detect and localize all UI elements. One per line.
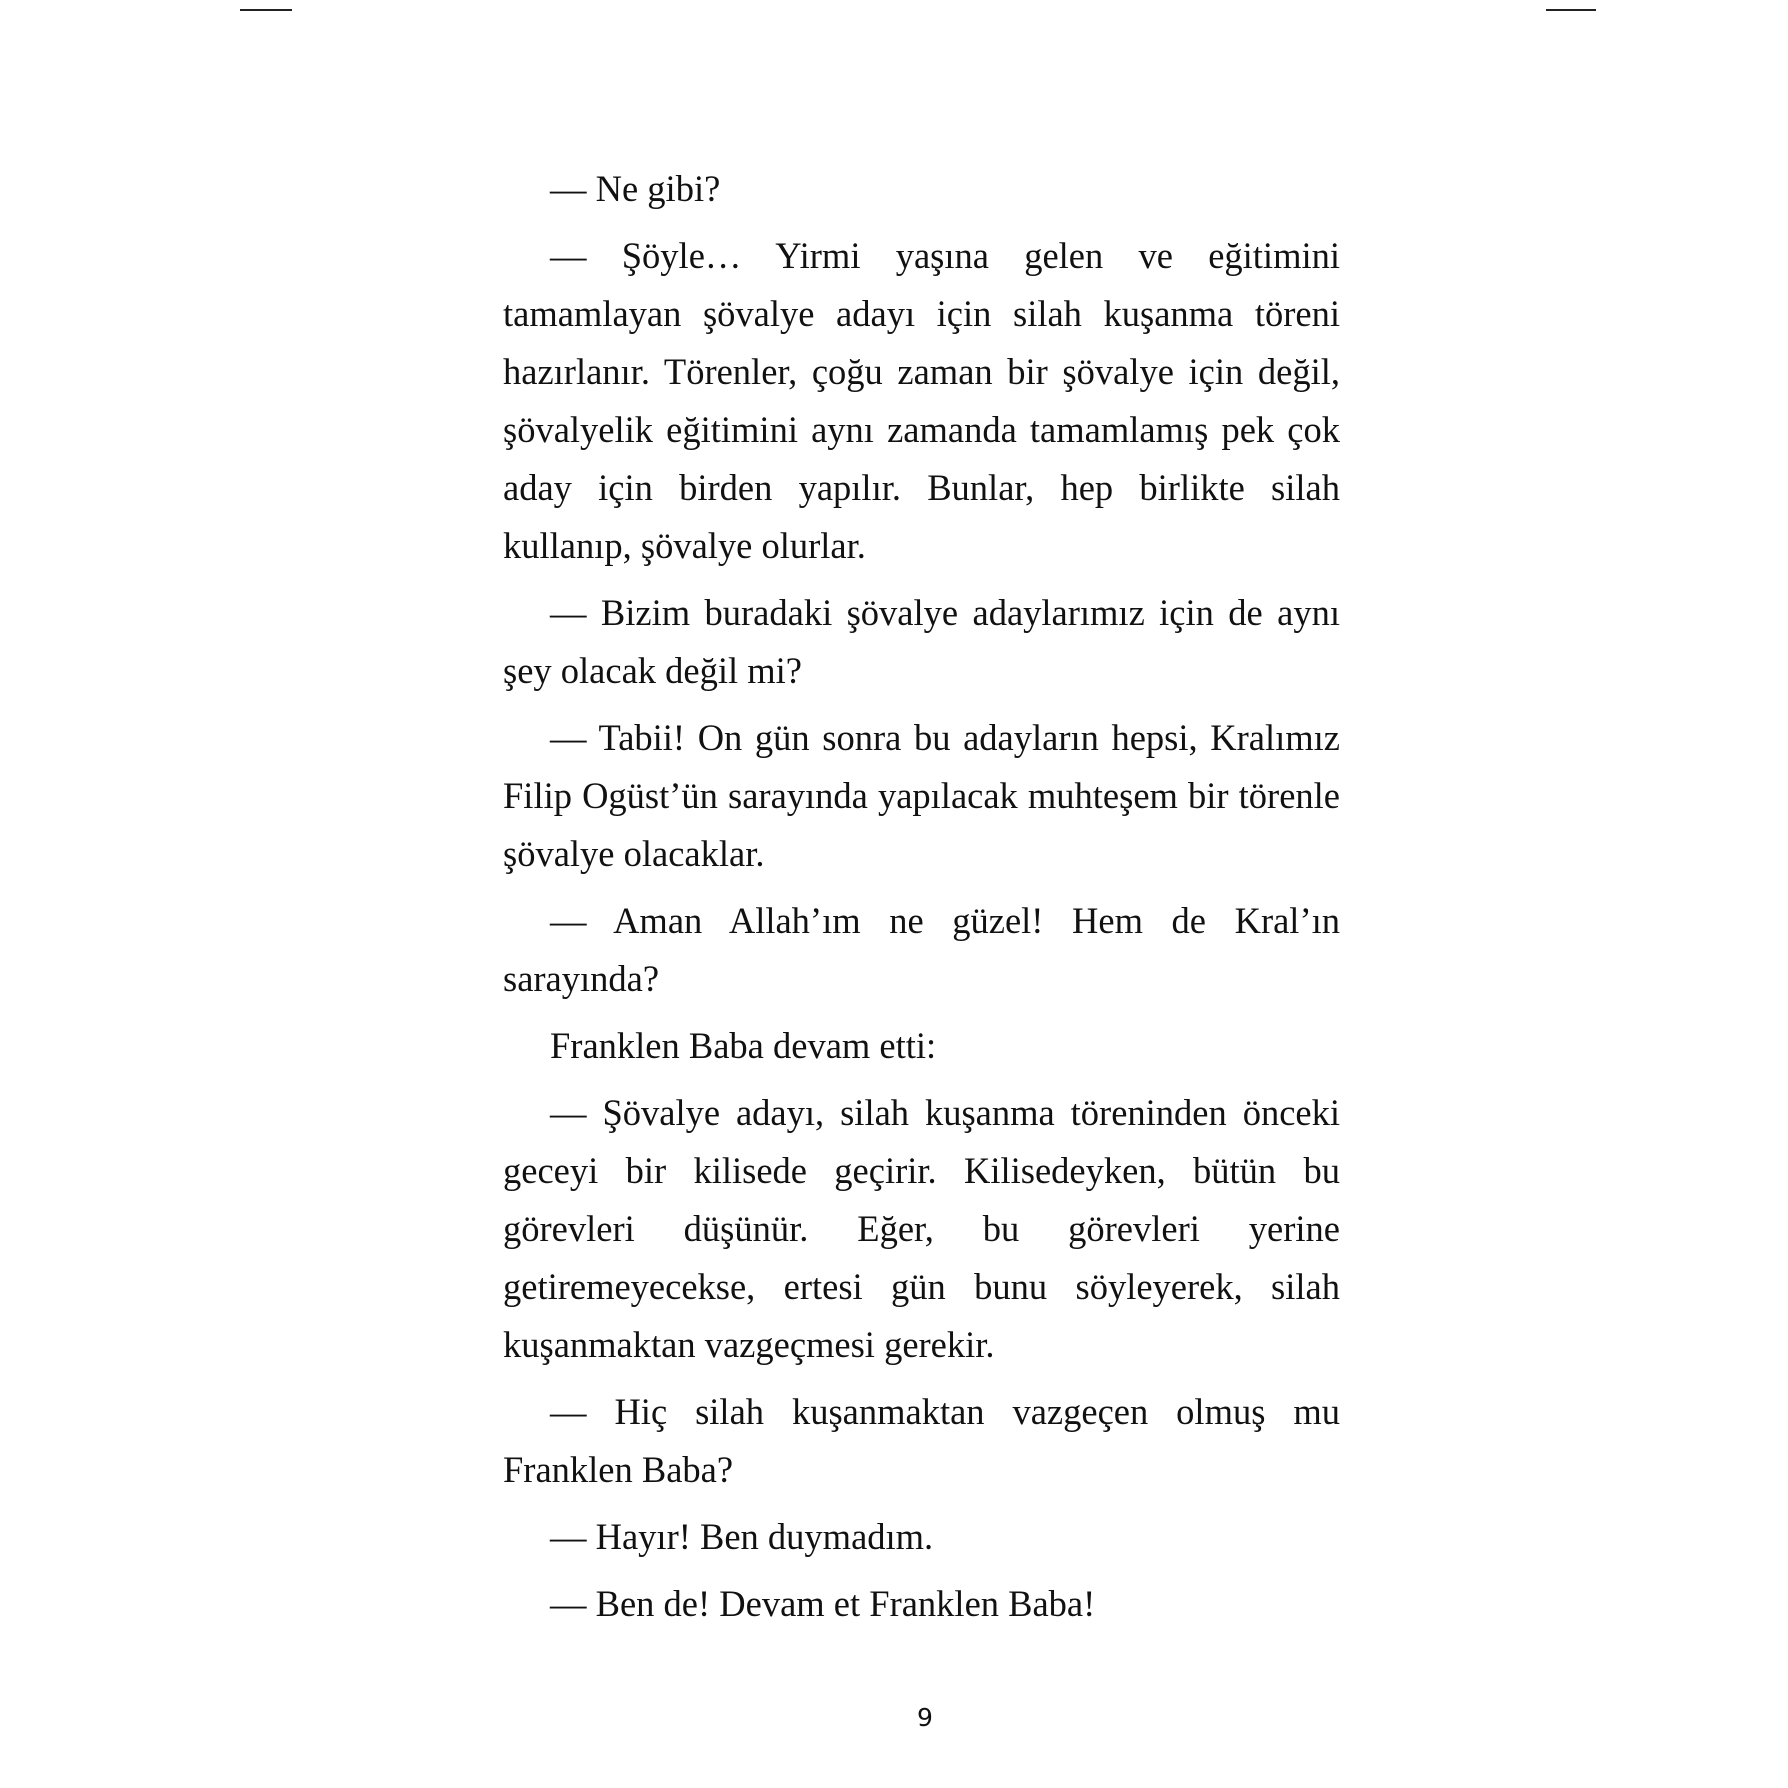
paragraph: — Şöyle… Yirmi yaşına gelen ve eğitimini tamamlayan şövalye adayı için silah kuşanma töreni hazırlanır. Törenler, çoğu zaman bir şövalye için değil, şövalyelik eğitimini aynı zamanda tamamlamış pek çok aday için birden yapılır. Bunlar, hep birlikte silah kullanıp, şövalye olurlar.: [503, 235, 1340, 566]
paragraph: Franklen Baba devam etti:: [550, 1025, 937, 1066]
paragraph: — Hiç silah kuşanmaktan vazgeçen olmuş mu Franklen Baba?: [503, 1391, 1340, 1490]
paragraph: — Şövalye adayı, silah kuşanma töreninden önceki geceyi bir kilisede geçirir. Kilisedeyken, bütün bu görevleri düşünür. Eğer, bu görevleri yerine getiremeyecekse, ertesi gün bunu söyleyerek, silah kuşanmaktan vazgeçmesi gerekir.: [503, 1092, 1340, 1365]
paragraph: — Tabii! On gün sonra bu adayların hepsi, Kralımız Filip Ogüst’ün sarayında yapılacak muhteşem bir törenle şövalye olacaklar.: [503, 717, 1340, 874]
crop-mark-left: [240, 9, 292, 11]
paragraph: — Ne gibi?: [550, 168, 721, 209]
paragraph: — Aman Allah’ım ne güzel! Hem de Kral’ın sarayında?: [503, 900, 1340, 999]
paragraph: — Bizim buradaki şövalye adaylarımız için de aynı şey olacak değil mi?: [503, 592, 1340, 691]
paragraph: — Ben de! Devam et Franklen Baba!: [550, 1583, 1096, 1624]
page-number: 9: [917, 1703, 933, 1732]
page-body-text: [503, 160, 1340, 1642]
paragraph: — Hayır! Ben duymadım.: [550, 1516, 934, 1557]
crop-mark-right: [1546, 9, 1596, 11]
